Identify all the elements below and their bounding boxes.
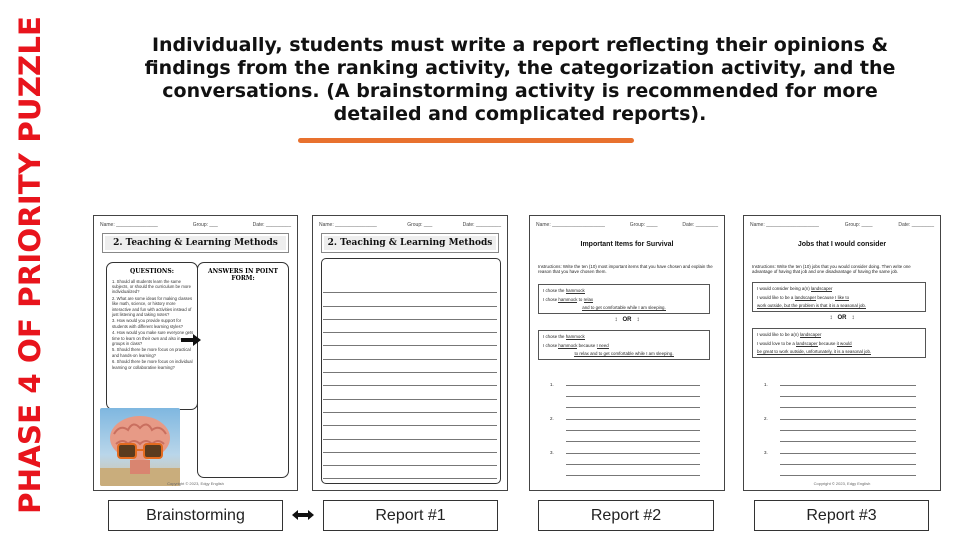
example-blank: it would [836, 340, 852, 346]
list-item [752, 382, 932, 416]
example-text: because [578, 342, 596, 348]
example-text: I chose the [543, 288, 565, 293]
example-text: I chose [543, 296, 558, 302]
instructions: Instructions: Write the ten (10) most important items that you have chosen and explain the reason that you have chosen them. [538, 264, 713, 275]
or-label: OR [622, 317, 632, 323]
item-number: 1. [764, 382, 768, 387]
example-blank: I need [596, 342, 609, 348]
example-blank: landscaper [796, 340, 818, 346]
or-label: OR [837, 315, 847, 321]
example-blank: relax [583, 296, 594, 302]
worksheet-report-1[interactable] [312, 215, 508, 491]
worksheet-footer: Copyright © 2023, Edgy English [167, 481, 224, 486]
or-row [530, 317, 724, 323]
question-item: 3. How would you provide support for students with different learning styles? [112, 318, 183, 329]
date-label: Date: _________ [252, 222, 291, 228]
writing-line[interactable] [323, 280, 497, 293]
numbered-answer-lines [752, 382, 932, 484]
example-text: I chose the [543, 334, 565, 339]
updown-arrow-icon: ↕ [829, 315, 833, 321]
worksheet-header [100, 222, 291, 228]
list-item [538, 382, 716, 416]
example-text: I chose [543, 342, 558, 348]
brain-with-sunglasses-image [100, 408, 180, 486]
headline-line-4: detailed and complicated reports). [333, 103, 707, 125]
example-blank: landscaper [810, 286, 833, 291]
numbered-answer-lines [538, 382, 716, 484]
side-title-text: PHASE 4 OF PRIORITY PUZZLE [13, 22, 47, 514]
questions-list [112, 279, 194, 370]
group-label: Group: ____ [844, 222, 873, 228]
writing-line[interactable] [323, 386, 497, 399]
question-item: 1. Should all students learn the same subjects, or should the curriculum be more individualized? [112, 279, 191, 295]
writing-line[interactable] [323, 360, 497, 373]
writing-line[interactable] [323, 307, 497, 320]
example-blank: landscaper [799, 332, 822, 337]
headline-line-2: findings from the ranking activity, the categorization activity, and the [144, 57, 896, 79]
worksheet-title: Jobs that I would consider [797, 241, 887, 248]
label-report-1: Report #1 [323, 500, 498, 531]
example-blank: hammock [558, 296, 578, 302]
side-title [8, 12, 48, 516]
item-number: 3. [550, 450, 554, 455]
example-blank: hammock [565, 334, 585, 339]
worksheet-report-2[interactable] [529, 215, 725, 491]
writing-line[interactable] [323, 333, 497, 346]
writing-line[interactable] [323, 293, 497, 306]
example-text: to [578, 296, 583, 302]
writing-line[interactable] [323, 440, 497, 453]
headline [120, 34, 920, 126]
list-item [752, 416, 932, 450]
group-label: Group: ____ [629, 222, 658, 228]
list-item [538, 450, 716, 484]
question-item: 4. How would you make sure everyone gets time to learn on their own and also in groups in class? [112, 330, 194, 346]
example-blank: I like to [835, 294, 850, 300]
question-item: 5. Should there be more focus on practical and hands-on learning? [112, 347, 191, 358]
name-label: Name: ___________________ [536, 222, 605, 228]
worksheet-title: 2. Teaching & Learning Methods [102, 233, 289, 253]
example-box-2 [752, 328, 926, 358]
writing-line[interactable] [323, 346, 497, 359]
worksheet-report-3[interactable] [743, 215, 941, 491]
example-blank: be great to work outside, unfortunately, it is a seasonal job. [757, 349, 872, 354]
label-report-2: Report #2 [538, 500, 714, 531]
example-box-1 [752, 282, 926, 312]
example-text: because [817, 294, 834, 300]
worksheet-header [750, 222, 934, 228]
writing-line[interactable] [323, 466, 497, 479]
list-item [752, 450, 932, 484]
example-box-2 [538, 330, 710, 360]
writing-lines [323, 280, 497, 491]
example-blank: and to get comfortable while I am sleeping. [582, 305, 666, 310]
item-number: 2. [764, 416, 768, 421]
example-blank: landscaper [794, 294, 817, 300]
worksheet-header [536, 222, 718, 228]
writing-line[interactable] [323, 479, 497, 491]
writing-line[interactable] [323, 400, 497, 413]
updown-arrow-icon: ↕ [636, 317, 640, 323]
example-box-1 [538, 284, 710, 314]
double-headed-arrow-icon [291, 509, 315, 521]
writing-line[interactable] [323, 413, 497, 426]
worksheet-title: Important Items for Survival [580, 241, 674, 248]
updown-arrow-icon: ↕ [851, 315, 855, 321]
worksheet-brainstorming[interactable] [93, 215, 298, 491]
label-brainstorming: Brainstorming [108, 500, 283, 531]
example-blank: work outside, but the problem is that it is a seasonal job. [757, 303, 867, 308]
example-text: I would like to be a [757, 294, 794, 300]
example-text: I would like to be a(n) [757, 332, 799, 337]
worksheet-footer: Copyright © 2023, Edgy English [813, 481, 871, 486]
item-number: 1. [550, 382, 554, 387]
list-item [538, 416, 716, 450]
writing-line[interactable] [323, 426, 497, 439]
name-label: Name: _______________ [319, 222, 377, 228]
worksheet-title: 2. Teaching & Learning Methods [321, 233, 499, 253]
name-label: Name: _______________ [100, 222, 158, 228]
example-blank: to relax and to get comfortable while I am sleeping. [574, 351, 674, 356]
answers-column [197, 262, 289, 478]
group-label: Group: ___ [407, 222, 433, 228]
questions-title: QUESTIONS: [130, 268, 174, 275]
example-text: I would consider being a(n) [757, 286, 810, 291]
item-number: 2. [550, 416, 554, 421]
example-text: I would love to be a [757, 340, 795, 346]
orange-underline [298, 138, 634, 143]
updown-arrow-icon: ↕ [614, 317, 618, 323]
worksheet-header [319, 222, 501, 228]
writing-line[interactable] [323, 453, 497, 466]
headline-line-3: conversations. (A brainstorming activity is recommended for more [162, 80, 878, 102]
date-label: Date: _________ [462, 222, 501, 228]
right-arrow-icon [180, 333, 202, 347]
example-blank: hammock [558, 342, 578, 348]
answers-title: ANSWERS IN POINT FORM: [207, 268, 279, 282]
question-item: 2. What are some ideas for making classes like math, science, or history more interactive and fun with activities instead of just listening and taking notes? [112, 296, 193, 317]
question-item: 6. Should there be more focus on individual learning or collaborative learning? [112, 359, 193, 370]
date-label: Date: ________ [682, 222, 718, 228]
item-number: 3. [764, 450, 768, 455]
name-label: Name: ___________________ [750, 222, 819, 228]
date-label: Date: ________ [898, 222, 934, 228]
writing-line[interactable] [323, 320, 497, 333]
example-text: because [818, 340, 836, 346]
instructions: Instructions: Write the ten (10) jobs that you would consider doing. Then write one advantage of having that job and one disadvantage of having the same job. [752, 264, 911, 275]
or-row [744, 315, 940, 321]
label-report-3: Report #3 [754, 500, 929, 531]
group-label: Group: ___ [192, 222, 218, 228]
headline-line-1: Individually, students must write a report reflecting their opinions & [151, 34, 889, 56]
writing-line[interactable] [323, 373, 497, 386]
example-blank: hammock [565, 288, 585, 293]
